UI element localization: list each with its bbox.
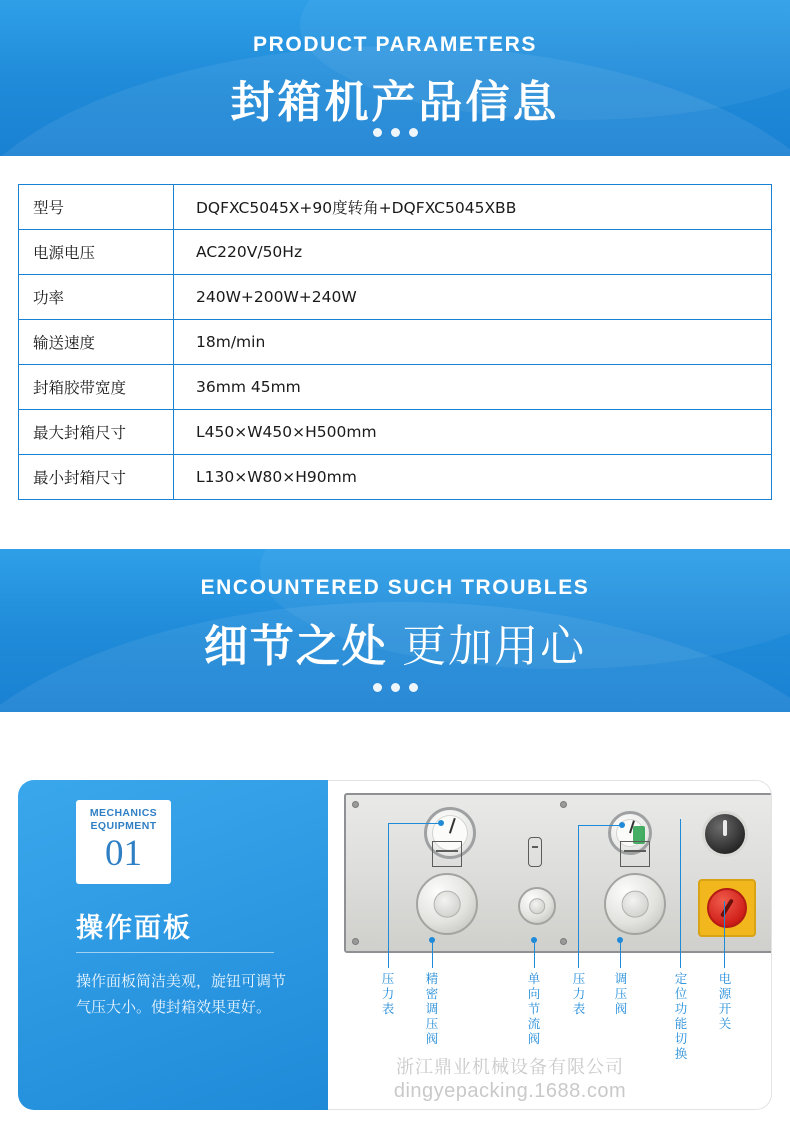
detail-description: 操作面板简洁美观，旋钮可调节气压大小。使封箱效果更好。	[76, 972, 287, 1016]
leader-line	[388, 823, 389, 968]
screw-icon	[560, 801, 567, 808]
spec-value: AC220V/50Hz	[196, 243, 303, 261]
leader-dot	[619, 822, 625, 828]
callout-position-switch: 定位功能切换	[674, 971, 688, 1061]
top-banner-chinese-title: 封箱机产品信息	[230, 78, 560, 127]
callout-pressure-valve: 调压阀	[614, 971, 628, 1016]
section-badge	[76, 800, 171, 884]
dot	[391, 128, 400, 137]
spec-label: 型号	[19, 185, 174, 229]
mid-banner-dots	[0, 683, 790, 692]
detail-blue-panel	[18, 780, 328, 1110]
leader-line	[578, 825, 622, 826]
leader-line	[620, 941, 621, 968]
badge-number: 01	[105, 833, 142, 874]
callout-pressure-gauge-2: 压力表	[572, 971, 586, 1016]
leader-line	[724, 901, 725, 968]
screw-icon	[352, 801, 359, 808]
table-row	[19, 320, 771, 365]
spec-label: 封箱胶带宽度	[19, 365, 174, 409]
pressure-regulator-knob[interactable]	[604, 873, 666, 935]
carton-symbol-icon	[620, 841, 650, 867]
spec-table	[18, 184, 772, 500]
leader-dot	[531, 937, 537, 943]
leader-line	[388, 823, 440, 824]
detail-divider	[76, 952, 274, 953]
callout-one-way-throttle: 单向节流阀	[527, 971, 541, 1046]
dot	[373, 683, 382, 692]
badge-line-1: MECHANICS	[89, 807, 158, 819]
callout-precision-regulator: 精密调压阀	[425, 971, 439, 1046]
leader-line	[578, 825, 579, 968]
leader-dot	[617, 937, 623, 943]
spec-label: 最小封箱尺寸	[19, 455, 174, 499]
spec-value: L130×W80×H90mm	[196, 468, 357, 486]
spec-value: DQFXC5045X+90度转角+DQFXC5045XBB	[196, 199, 517, 217]
control-panel-photo	[328, 780, 772, 1110]
watermark-company: 浙江鼎业机械设备有限公司	[396, 1057, 624, 1078]
spec-label: 功率	[19, 275, 174, 319]
control-panel-illustration	[344, 793, 772, 953]
power-switch[interactable]	[698, 879, 756, 937]
leader-line	[534, 941, 535, 968]
mid-banner-english-title: ENCOUNTERED SUCH TROUBLES	[200, 576, 590, 599]
spec-value: 36mm 45mm	[196, 378, 301, 396]
callout-power-switch: 电源开关	[718, 971, 732, 1031]
leader-dot	[438, 820, 444, 826]
table-row	[19, 185, 771, 230]
leader-line	[680, 819, 681, 968]
dot	[373, 128, 382, 137]
leader-line	[432, 941, 433, 968]
screw-icon	[560, 938, 567, 945]
table-row	[19, 275, 771, 320]
spec-label: 输送速度	[19, 320, 174, 364]
valve-symbol-icon	[528, 837, 542, 867]
table-row	[19, 410, 771, 455]
mid-banner-chinese-bold: 细节之处	[203, 622, 388, 671]
detail-card	[18, 780, 772, 1110]
watermark-url: dingyepacking.1688.com	[393, 1080, 627, 1102]
spec-value: 18m/min	[196, 333, 266, 351]
table-row	[19, 365, 771, 410]
dot	[391, 683, 400, 692]
position-function-selector[interactable]	[702, 811, 748, 857]
detail-title: 操作面板	[76, 913, 192, 943]
carton-symbol-icon	[432, 841, 462, 867]
spec-value: 240W+200W+240W	[196, 288, 357, 306]
spec-label: 最大封箱尺寸	[19, 410, 174, 454]
table-row	[19, 230, 771, 275]
mid-banner-chinese-title	[0, 610, 790, 674]
spec-value: L450×W450×H500mm	[196, 423, 377, 441]
dot	[409, 683, 418, 692]
top-banner-english-title: PRODUCT PARAMETERS	[253, 33, 537, 56]
one-way-throttle-knob[interactable]	[518, 887, 556, 925]
mid-banner-chinese-light: 更加用心	[402, 622, 587, 671]
screw-icon	[352, 938, 359, 945]
precision-regulator-knob[interactable]	[416, 873, 478, 935]
callout-pressure-gauge-1: 压力表	[381, 971, 395, 1016]
spec-label: 电源电压	[19, 230, 174, 274]
top-banner-dots	[0, 128, 790, 137]
table-row	[19, 455, 771, 500]
dot	[409, 128, 418, 137]
badge-line-2: EQUIPMENT	[90, 820, 157, 832]
leader-dot	[429, 937, 435, 943]
